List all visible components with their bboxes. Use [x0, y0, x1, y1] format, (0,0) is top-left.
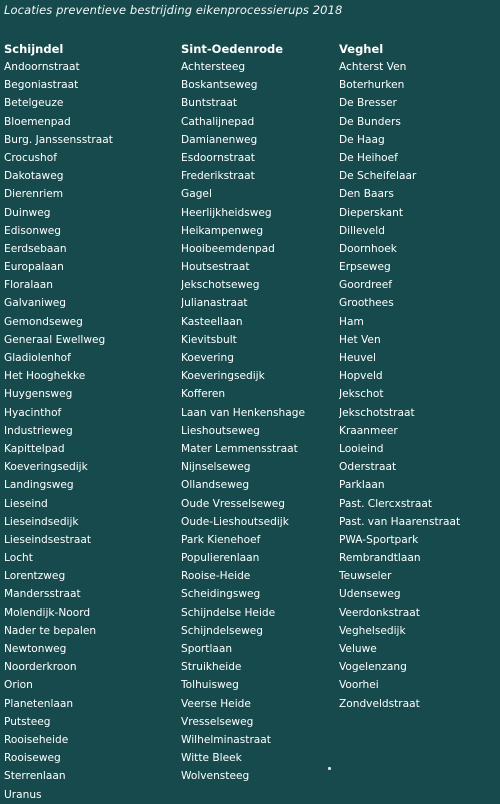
street-item: De Haag [339, 133, 385, 146]
street-item: Dilleveld [339, 224, 385, 237]
street-item: PWA-Sportpark [339, 533, 419, 546]
street-item: Hyacinthof [4, 406, 62, 419]
street-item: Buntstraat [181, 97, 238, 110]
street-item: Eerdsebaan [4, 242, 67, 255]
street-item: Past. van Haarenstraat [339, 515, 461, 528]
street-item: Het Ven [339, 333, 381, 346]
street-item: Ham [339, 315, 364, 328]
street-item: Vresselseweg [181, 715, 254, 728]
column-header-veghel: Veghel [339, 42, 384, 56]
street-item: Begoniastraat [4, 79, 79, 92]
street-item: Betelgeuze [4, 97, 64, 110]
street-item: Mandersstraat [4, 588, 81, 601]
column-sint-oedenrode [181, 40, 336, 786]
street-item: Zondveldstraat [339, 697, 420, 710]
street-item: Groothees [339, 297, 394, 310]
street-item: Laan van Henkenshage [181, 406, 305, 419]
street-item: Teuwseler [339, 570, 392, 583]
street-item: Lieseindsestraat [4, 533, 91, 546]
street-item: Jekschot [339, 388, 384, 401]
street-item: Sportlaan [181, 643, 233, 655]
street-item: Het Hooghekke [4, 370, 86, 383]
street-item: Populierenlaan [181, 552, 260, 565]
street-item: Kraanmeer [339, 424, 398, 437]
street-item: Dierenriem [4, 188, 64, 201]
street-item: Edisonweg [4, 224, 61, 237]
street-item: Europalaan [4, 261, 64, 274]
street-item: Veerse Heide [181, 697, 251, 710]
street-item: Cathalijnepad [181, 115, 255, 128]
street-item: De Scheifelaar [339, 170, 417, 183]
street-item: Rembrandtlaan [339, 552, 421, 565]
street-item: Rooise-Heide [181, 570, 251, 583]
street-item: Jekschotstraat [339, 406, 415, 419]
street-item: Kapittelpad [4, 442, 65, 455]
street-item: Nader te bepalen [4, 624, 97, 637]
column-header-sint-oedenrode: Sint-Oedenrode [181, 42, 284, 56]
street-item: Orion [4, 679, 33, 692]
street-item: Oude-Lieshoutsedijk [181, 515, 289, 528]
street-item: Jekschotseweg [181, 279, 260, 292]
street-item: Galvaniweg [4, 297, 66, 310]
street-item: Rooiseheide [4, 733, 69, 746]
street-item: Hopveld [339, 370, 383, 383]
street-item: Koevering [181, 352, 234, 364]
street-item: Schijndelse Heide [181, 606, 276, 619]
street-item: Molendijk-Noord [4, 606, 91, 619]
street-item: Oderstraat [339, 461, 397, 474]
street-item: Industrieweg [4, 424, 73, 437]
street-item: Schijndelseweg [181, 624, 263, 637]
street-item: Bloemenpad [4, 115, 71, 128]
street-item: Noorderkroon [4, 661, 77, 674]
street-item: Goordreef [339, 279, 392, 292]
street-item: Houtsestraat [181, 261, 250, 274]
street-item: Looieind [339, 442, 384, 455]
street-item: Scheidingsweg [181, 588, 261, 601]
street-item: Planetenlaan [4, 697, 74, 710]
street-item: Heuvel [339, 352, 376, 364]
street-item: Wolvensteeg [181, 770, 250, 783]
street-item: De Bresser [339, 97, 397, 110]
street-item: Dieperskant [339, 206, 404, 219]
street-item: Rooiseweg [4, 752, 61, 765]
street-item: Heerlijkheidsweg [181, 206, 272, 219]
column-header-schijndel: Schijndel [4, 42, 64, 56]
street-item: Julianastraat [181, 297, 248, 310]
street-item: Ollandseweg [181, 479, 250, 492]
street-item: Witte Bleek [181, 752, 242, 765]
street-item: Voorhei [339, 679, 379, 692]
street-item: Frederikstraat [181, 170, 255, 183]
street-item: Boterhurken [339, 79, 405, 92]
street-item: Crocushof [4, 151, 57, 164]
street-item: Boskantseweg [181, 79, 258, 92]
street-item: Veerdonkstraat [339, 606, 420, 619]
street-item: Andoornstraat [4, 61, 80, 73]
street-item: Nijnselseweg [181, 461, 251, 474]
page-marker-dot [328, 767, 331, 770]
street-item: Erpseweg [339, 261, 391, 274]
street-item: Dakotaweg [4, 170, 64, 183]
street-item: Tolhuisweg [181, 679, 239, 692]
street-item: Lorentzweg [4, 570, 66, 583]
street-item: Damianenweg [181, 133, 258, 146]
street-item: De Heihoef [339, 151, 398, 164]
street-item: Burg. Janssensstraat [4, 133, 113, 146]
street-item: Newtonweg [4, 643, 67, 655]
street-item: De Bunders [339, 115, 401, 128]
column-veghel [339, 40, 497, 713]
street-item: Park Kienehoef [181, 533, 261, 546]
street-item: Koeveringsedijk [4, 461, 88, 474]
street-item: Duinweg [4, 206, 51, 219]
street-item: Lieseind [4, 497, 48, 510]
street-item: Gladiolenhof [4, 352, 71, 364]
street-item: Past. Clercxstraat [339, 497, 433, 510]
street-item: Mater Lemmensstraat [181, 442, 298, 455]
street-list-veghel [339, 58, 497, 713]
street-item: Lieseindsedijk [4, 515, 79, 528]
street-item: Koeveringsedijk [181, 370, 265, 383]
street-item: Landingsweg [4, 479, 74, 492]
street-item: Uranus [4, 788, 42, 801]
street-item: Den Baars [339, 188, 394, 201]
street-item: Kasteellaan [181, 315, 243, 328]
street-item: Veghelsedijk [339, 624, 406, 637]
page-title: Locaties preventieve bestrijding eikenprocessierups 2018 [4, 3, 343, 17]
street-item: Lieshoutseweg [181, 424, 260, 437]
street-item: Oude Vresselseweg [181, 497, 285, 510]
street-item: Hooibeemdenpad [181, 242, 275, 255]
street-item: Doornhoek [339, 242, 397, 255]
street-list-schijndel [4, 58, 174, 804]
street-item: Locht [4, 552, 33, 565]
street-item: Kievitsbult [181, 333, 237, 346]
street-item: Wilhelminastraat [181, 733, 271, 746]
street-list-sint-oedenrode [181, 58, 336, 786]
street-item: Udenseweg [339, 588, 401, 601]
street-item: Gagel [181, 188, 212, 201]
street-item: Sterrenlaan [4, 770, 66, 783]
street-item: Veluwe [339, 643, 377, 655]
street-item: Achterst Ven [339, 61, 407, 73]
street-item: Heikampenweg [181, 224, 264, 237]
street-item: Floralaan [4, 279, 54, 292]
street-item: Kofferen [181, 388, 226, 401]
street-item: Achtersteeg [181, 61, 246, 73]
street-item: Esdoornstraat [181, 151, 255, 164]
street-item: Huygensweg [4, 388, 73, 401]
street-item: Vogelenzang [339, 661, 407, 674]
street-item: Struikheide [181, 661, 242, 674]
street-item: Gemondseweg [4, 315, 83, 328]
column-schijndel [4, 40, 174, 804]
street-item: Generaal Ewellweg [4, 333, 106, 346]
street-item: Putsteeg [4, 715, 51, 728]
street-item: Parklaan [339, 479, 385, 492]
